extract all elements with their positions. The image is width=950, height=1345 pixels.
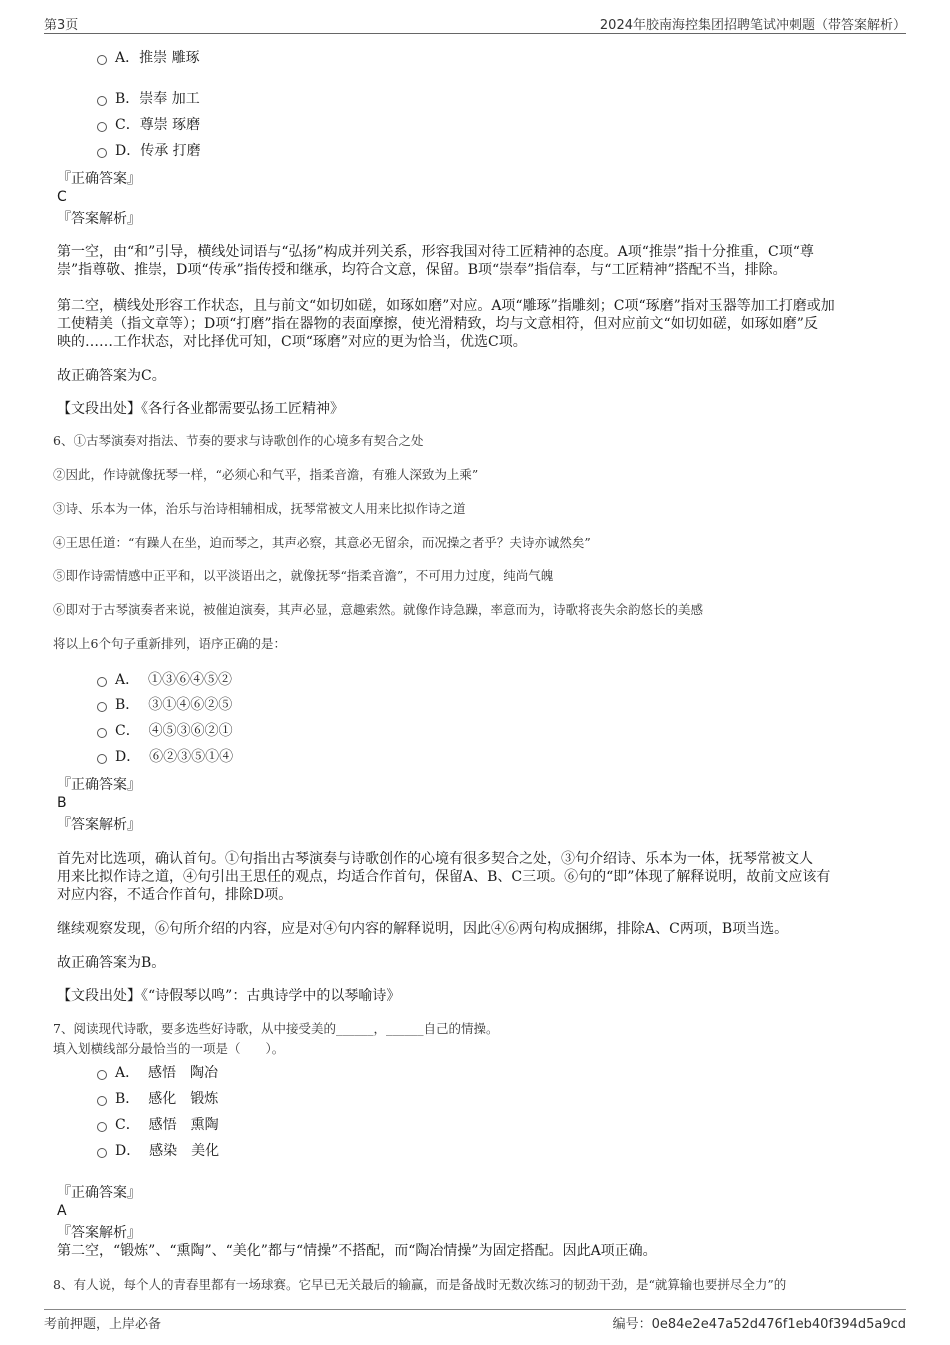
q6-prompt: 将以上6个句子重新排列，语序正确的是： bbox=[53, 636, 286, 651]
q6-analysis-p1-line3: 对应内容，不适合作首句，排除D项。 bbox=[57, 887, 293, 903]
footer-slogan: 考前押题，上岸必备 bbox=[44, 1317, 162, 1332]
q8-stem: 8、有人说，每个人的青春里都有一场球赛。它早已无关最后的输赢，而是备战时无数次练习的韧劲干劲，是“就算输也要拼尽全力”的 bbox=[53, 1277, 787, 1292]
q6-stem-6: ⑥即对于古琴演奏者来说，被催迫演奏，其声必显，意趣索然。就像作诗急躁，率意而为，诗歌将丧失余韵悠长的美感 bbox=[53, 602, 704, 617]
q7-analysis-label: 『答案解析』 bbox=[57, 1225, 141, 1241]
q6-analysis-p1-line2: 用来比拟作诗之道，④句引出王思任的观点，均适合作首句，保留A、B、C三项。⑥句的“即”体现了解释说明，故前文应该有 bbox=[57, 869, 831, 885]
q7-analysis: 第二空，“锻炼”、“熏陶”、“美化”都与“情操”不搭配，而“陶冶情操”为固定搭配。因此A项正确。 bbox=[57, 1243, 657, 1259]
q6-answer: B bbox=[57, 795, 67, 811]
q7-stem-1: 7、阅读现代诗歌，要多选些好诗歌，从中接受美的______，______自己的情操。 bbox=[53, 1021, 499, 1036]
q5-analysis-p2-line3: 映的……工作状态，对比择优可知，C项“琢磨”对应的更为恰当，优选C项。 bbox=[57, 334, 527, 350]
serial-label: 编号： bbox=[612, 1317, 652, 1332]
q7-stem-2: 填入划横线部分最恰当的一项是（ ）。 bbox=[53, 1041, 285, 1056]
q6-conclusion: 故正确答案为B。 bbox=[57, 955, 166, 971]
q6-stem-4: ④王思任道：“有躁人在坐，迫而琴之，其声必察，其意必无留余，而况操之者乎？夫诗亦诚然矣” bbox=[53, 535, 591, 550]
q5-analysis-p1-line2: 崇”指尊敬、推崇，D项“传承”指传授和继承，均符合文意，保留。B项“崇奉”指信奉，与“工匠精神”搭配不当，排除。 bbox=[57, 262, 787, 278]
page-header bbox=[44, 14, 906, 32]
page-footer bbox=[44, 1313, 906, 1331]
radio-icon[interactable] bbox=[97, 1096, 107, 1106]
radio-icon[interactable] bbox=[97, 754, 107, 764]
q6-analysis-p1-line1: 首先对比选项，确认首句。①句指出古琴演奏与诗歌创作的心境有很多契合之处，③句介绍诗、乐本为一体，抚琴常被文人 bbox=[57, 851, 813, 867]
q7-answer-label: 『正确答案』 bbox=[57, 1185, 141, 1201]
q5-answer-label: 『正确答案』 bbox=[57, 171, 141, 187]
document-title: 2024年胶南海控集团招聘笔试冲刺题（带答案解析） bbox=[599, 18, 906, 33]
radio-icon[interactable] bbox=[97, 1122, 107, 1132]
radio-icon[interactable] bbox=[97, 96, 107, 106]
q6-source: 【文段出处】《“诗假琴以鸣”：古典诗学中的以琴喻诗》 bbox=[57, 988, 401, 1004]
radio-icon[interactable] bbox=[97, 55, 107, 65]
page-number: 第3页 bbox=[44, 18, 79, 33]
q6-analysis-label: 『答案解析』 bbox=[57, 817, 141, 833]
q7-answer: A bbox=[57, 1203, 67, 1219]
q5-analysis-p2-line2: 工使精美（指文章等）；D项“打磨”指在器物的表面摩擦，使光滑精致，均与文意相符，但对应前文“如切如磋，如琢如磨”反 bbox=[57, 316, 818, 332]
q5-conclusion: 故正确答案为C。 bbox=[57, 368, 166, 384]
footer-divider bbox=[44, 1309, 906, 1310]
q5-source: 【文段出处】《各行各业都需要弘扬工匠精神》 bbox=[57, 401, 344, 417]
q6-analysis-p2: 继续观察发现，⑥句所介绍的内容，应是对④句内容的解释说明，因此④⑥两句构成捆绑，排除A、C两项，B项当选。 bbox=[57, 921, 789, 937]
radio-icon[interactable] bbox=[97, 677, 107, 687]
radio-icon[interactable] bbox=[97, 122, 107, 132]
serial-code: 0e84e2e47a52d476f1eb40f394d5a9cd bbox=[651, 1317, 906, 1332]
q5-analysis-label: 『答案解析』 bbox=[57, 211, 141, 227]
q5-analysis-p2-line1: 第二空，横线处形容工作状态，且与前文“如切如磋，如琢如磨”对应。A项“雕琢”指雕刻；C项“琢磨”指对玉器等加工打磨或加 bbox=[57, 298, 835, 314]
q5-answer: C bbox=[57, 189, 67, 205]
radio-icon[interactable] bbox=[97, 1148, 107, 1158]
footer-serial bbox=[613, 1313, 906, 1332]
q6-stem-3: ③诗、乐本为一体，治乐与治诗相辅相成，抚琴常被文人用来比拟作诗之道 bbox=[53, 501, 466, 516]
radio-icon[interactable] bbox=[97, 702, 107, 712]
q6-stem-5: ⑤即作诗需情感中正平和，以平淡语出之，就像抚琴“指柔音澹”，不可用力过度，纯尚气魄 bbox=[53, 568, 554, 583]
q6-answer-label: 『正确答案』 bbox=[57, 777, 141, 793]
radio-icon[interactable] bbox=[97, 1070, 107, 1080]
q5-analysis-p1-line1: 第一空，由“和”引导，横线处词语与“弘扬”构成并列关系，形容我国对待工匠精神的态度。A项“推崇”指十分推重，C项“尊 bbox=[57, 244, 814, 260]
header-divider bbox=[44, 33, 906, 34]
q6-stem-1: 6、①古琴演奏对指法、节奏的要求与诗歌创作的心境多有契合之处 bbox=[53, 433, 424, 448]
radio-icon[interactable] bbox=[97, 728, 107, 738]
q6-stem-2: ②因此，作诗就像抚琴一样，“必须心和气平，指柔音澹，有雅人深致为上乘” bbox=[53, 467, 479, 482]
radio-icon[interactable] bbox=[97, 148, 107, 158]
